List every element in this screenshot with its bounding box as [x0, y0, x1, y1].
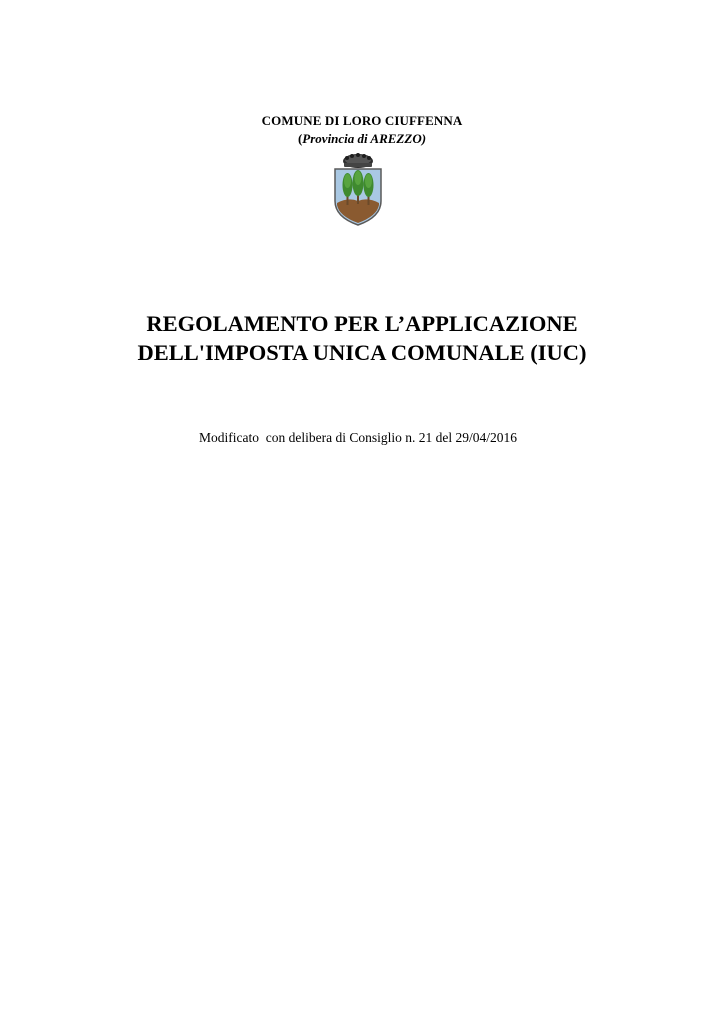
amendment-note: Modificato con delibera di Consiglio n. 21 del 29/04/2016	[199, 430, 517, 445]
province-open-paren: (	[297, 131, 303, 146]
municipality-name: COMUNE DI LORO CIUFFENNA	[261, 113, 463, 128]
document-title	[0, 309, 724, 367]
coat-of-arms-icon	[330, 151, 386, 227]
document-header	[0, 112, 724, 147]
title-line-1: REGOLAMENTO PER L’APPLICAZIONE	[146, 311, 578, 336]
shield-icon	[335, 169, 381, 225]
province-text: Provincia di AREZZO)	[302, 131, 427, 146]
trees-icon	[343, 170, 374, 205]
province-name	[0, 130, 724, 147]
crown-icon	[343, 153, 373, 168]
title-line-2: DELL'IMPOSTA UNICA COMUNALE (IUC)	[137, 340, 587, 365]
